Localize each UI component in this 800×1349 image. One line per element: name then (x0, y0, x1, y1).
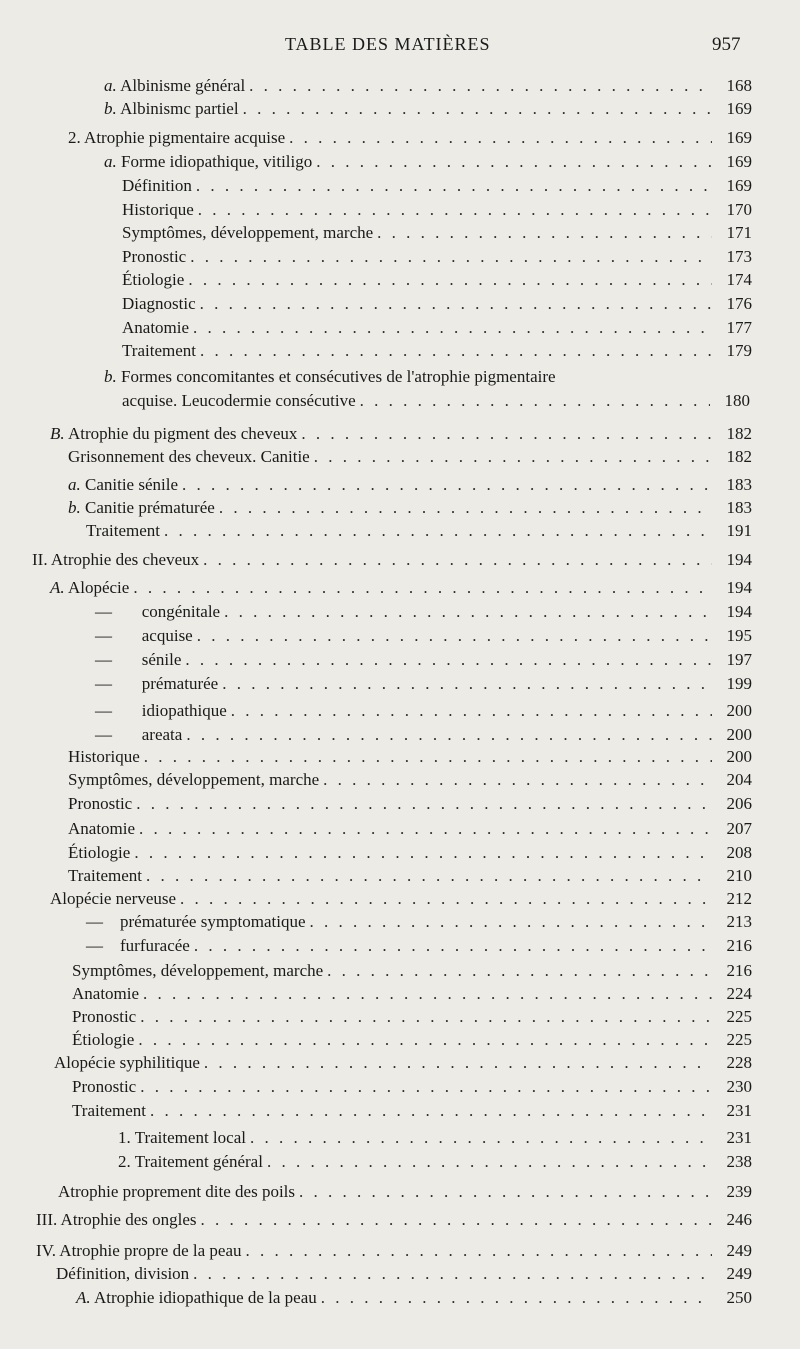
entry-page: 207 (726, 819, 752, 838)
toc-entry-label (104, 366, 556, 388)
entry-page: 180 (724, 391, 750, 410)
entry-page: 246 (726, 1210, 752, 1229)
leader-dots (136, 793, 712, 815)
toc-entry (32, 549, 752, 571)
entry-label (122, 199, 194, 221)
entry-label (122, 222, 373, 244)
entry-text: — furfuracée (86, 936, 190, 955)
entry-label (68, 127, 285, 149)
toc-entry (86, 911, 752, 933)
entry-page: 182 (726, 424, 752, 443)
entry-text: Alopécie syphilitique (54, 1053, 200, 1072)
toc-entry (50, 577, 752, 599)
leader-dots (182, 474, 712, 496)
entry-page: 177 (726, 318, 752, 337)
toc-entry (68, 793, 752, 815)
toc-entry (50, 423, 752, 445)
entry-page: 174 (726, 270, 752, 289)
toc-entry (72, 960, 752, 982)
leader-dots (243, 98, 712, 120)
entry-label (50, 888, 176, 910)
entry-text-line2: acquise. Leucodermie consécutive (122, 391, 356, 410)
entry-mark: b. (104, 99, 117, 118)
leader-dots (316, 151, 712, 173)
entry-label (68, 474, 178, 496)
leader-dots (249, 75, 712, 97)
entry-label (104, 75, 245, 97)
entry-page: 199 (726, 674, 752, 693)
toc-entry (68, 842, 752, 864)
entry-text: Canitie sénile (85, 475, 179, 494)
entry-label (56, 1263, 189, 1285)
entry-page: 200 (726, 747, 752, 766)
entry-text: — congénitale (95, 602, 221, 621)
entry-page: 183 (726, 498, 752, 517)
entry-text: — areata (95, 725, 183, 744)
entry-label (72, 1006, 136, 1028)
toc-entry (122, 222, 752, 244)
leader-dots (133, 577, 712, 599)
toc-entry (118, 1151, 752, 1173)
entry-text: III. Atrophie des ongles (36, 1210, 197, 1229)
leader-dots (140, 1076, 712, 1098)
entry-text: Albinismc partiel (120, 99, 239, 118)
entry-label (104, 151, 312, 173)
toc-entry (95, 625, 752, 647)
entry-page: 250 (726, 1288, 752, 1307)
entry-page: 249 (726, 1241, 752, 1260)
leader-dots (299, 1181, 712, 1203)
leader-dots (377, 222, 712, 244)
entry-text: Étiologie (68, 843, 131, 862)
entry-label (50, 423, 297, 445)
entry-label (72, 1029, 134, 1051)
entry-text: Étiologie (72, 1030, 135, 1049)
entry-label (95, 625, 193, 647)
entry-page: 230 (726, 1077, 752, 1096)
entry-mark: A. (50, 578, 65, 597)
toc-entry (95, 673, 752, 695)
entry-label (86, 935, 190, 957)
entry-text: Diagnostic (122, 294, 196, 313)
leader-dots (140, 1006, 712, 1028)
entry-label (72, 1076, 136, 1098)
leader-dots (134, 842, 712, 864)
entry-text: 1. Traitement local (118, 1128, 246, 1147)
toc-entry (68, 446, 752, 468)
leader-dots (321, 1287, 712, 1309)
leader-dots (250, 1127, 712, 1149)
entry-text: Atrophie proprement dite des poils (58, 1182, 296, 1201)
entry-label (118, 1151, 263, 1173)
toc-entry (68, 818, 752, 840)
entry-label (68, 818, 135, 840)
entry-text: Définition, division (56, 1264, 190, 1283)
toc-entry (58, 1181, 752, 1203)
entry-text: Alopécie nerveuse (50, 889, 177, 908)
leader-dots (164, 520, 712, 542)
entry-page: 224 (726, 984, 752, 1003)
entry-mark: A. (76, 1288, 91, 1307)
toc-entry (68, 497, 752, 519)
leader-dots (289, 127, 712, 149)
entry-page: 208 (726, 843, 752, 862)
leader-dots (310, 911, 712, 933)
entry-page: 194 (726, 578, 752, 597)
entry-text: Pronostic (72, 1077, 137, 1096)
leader-dots (186, 724, 712, 746)
entry-page: 212 (726, 889, 752, 908)
entry-label (72, 960, 323, 982)
leader-dots (180, 888, 712, 910)
toc-entry (50, 888, 752, 910)
leader-dots (203, 549, 712, 571)
leader-dots (200, 293, 712, 315)
leader-dots (139, 818, 712, 840)
toc-entry (104, 75, 752, 97)
entry-label (95, 601, 220, 623)
entry-page: 195 (726, 626, 752, 645)
entry-label (72, 983, 139, 1005)
toc-entry (68, 474, 752, 496)
toc-entry (122, 199, 752, 221)
entry-label (68, 746, 140, 768)
entry-text: Anatomie (72, 984, 140, 1003)
leader-dots (188, 269, 712, 291)
page-number: 957 (712, 34, 741, 55)
leader-dots (301, 423, 712, 445)
entry-page: 210 (726, 866, 752, 885)
entry-text: Forme idiopathique, vitiligo (121, 152, 313, 171)
entry-label (36, 1240, 242, 1262)
entry-text: 2. Traitement général (118, 1152, 263, 1171)
entry-label (95, 649, 181, 671)
toc-entry (104, 151, 752, 173)
entry-page: 225 (726, 1030, 752, 1049)
entry-label (95, 700, 227, 722)
toc-entry (56, 1263, 752, 1285)
entry-label (58, 1181, 295, 1203)
leader-dots (138, 1029, 712, 1051)
entry-label (32, 549, 199, 571)
entry-text: Symptômes, développement, marche (68, 770, 320, 789)
toc-entry (122, 317, 752, 339)
entry-label (68, 497, 215, 519)
entry-label (122, 340, 196, 362)
leader-dots (360, 390, 710, 412)
entry-page: 231 (726, 1101, 752, 1120)
entry-page: 169 (726, 152, 752, 171)
toc-entry (95, 601, 752, 623)
entry-label (50, 577, 129, 599)
entry-mark: a. (104, 76, 117, 95)
entry-label (104, 98, 239, 120)
toc-entry (72, 1029, 752, 1051)
leader-dots (246, 1240, 712, 1262)
entry-page: 231 (726, 1128, 752, 1147)
entry-text: II. Atrophie des cheveux (32, 550, 200, 569)
entry-text-line1: Formes concomitantes et consécutives de l'atrophie pigmentaire (121, 367, 556, 386)
entry-text: Atrophie du pigment des cheveux (67, 424, 298, 443)
entry-label (86, 911, 306, 933)
toc-entry (72, 983, 752, 1005)
leader-dots (219, 497, 712, 519)
entry-page: 171 (726, 223, 752, 242)
leader-dots (323, 769, 712, 791)
toc-entry (122, 246, 752, 268)
entry-text: Atrophie idiopathique de la peau (93, 1288, 317, 1307)
toc-entry (72, 1076, 752, 1098)
entry-page: 194 (726, 550, 752, 569)
entry-text: Historique (68, 747, 140, 766)
entry-page: 191 (726, 521, 752, 540)
entry-label (122, 269, 184, 291)
leader-dots (314, 446, 712, 468)
toc-entry (122, 340, 752, 362)
leader-dots (224, 601, 712, 623)
leader-dots (200, 340, 712, 362)
entry-page: 173 (726, 247, 752, 266)
toc-entry (68, 746, 752, 768)
entry-text: Grisonnement des cheveux. Canitie (68, 447, 310, 466)
running-title: TABLE DES MATIÈRES (285, 34, 491, 54)
entry-page: 238 (726, 1152, 752, 1171)
entry-label (95, 724, 182, 746)
entry-label (95, 673, 218, 695)
entry-label (118, 1127, 246, 1149)
toc-entry (86, 520, 752, 542)
entry-label (68, 842, 130, 864)
entry-text: Historique (122, 200, 194, 219)
entry-page: 194 (726, 602, 752, 621)
entry-page: 169 (726, 176, 752, 195)
entry-page: 183 (726, 475, 752, 494)
entry-mark: B. (50, 424, 65, 443)
entry-text: Traitement (86, 521, 160, 540)
entry-page: 169 (726, 99, 752, 118)
entry-page: 200 (726, 725, 752, 744)
leader-dots (194, 935, 712, 957)
leader-dots (267, 1151, 712, 1173)
entry-text: Anatomie (68, 819, 136, 838)
toc-entry (122, 175, 752, 197)
leader-dots (185, 649, 712, 671)
leader-dots (204, 1052, 712, 1074)
entry-text: Définition (122, 176, 192, 195)
entry-text: Pronostic (72, 1007, 137, 1026)
leader-dots (201, 1209, 712, 1231)
toc-entry (76, 1287, 752, 1309)
entry-page: 213 (726, 912, 752, 931)
entry-page: 204 (726, 770, 752, 789)
entry-page: 182 (726, 447, 752, 466)
entry-label (122, 317, 189, 339)
entry-mark: b. (104, 367, 117, 386)
entry-label (68, 769, 319, 791)
entry-label (72, 1100, 146, 1122)
entry-label (122, 293, 196, 315)
entry-page: 176 (726, 294, 752, 313)
leader-dots (146, 865, 712, 887)
toc-entry (95, 649, 752, 671)
toc-entry (86, 935, 752, 957)
entry-page: 197 (726, 650, 752, 669)
leader-dots (150, 1100, 712, 1122)
toc-entry (68, 127, 752, 149)
entry-text: — sénile (95, 650, 182, 669)
entry-page: 200 (726, 701, 752, 720)
entry-label (68, 446, 310, 468)
toc-entry-line2 (122, 390, 750, 412)
entry-label (68, 793, 132, 815)
toc-entry (95, 700, 752, 722)
toc-entry (36, 1209, 752, 1231)
entry-page: 239 (726, 1182, 752, 1201)
entry-mark: a. (104, 152, 117, 171)
toc-entry (122, 269, 752, 291)
toc-entry (95, 724, 752, 746)
entry-text: Anatomie (122, 318, 190, 337)
entry-text: Pronostic (122, 247, 187, 266)
entry-page: 216 (726, 936, 752, 955)
entry-page: 169 (726, 128, 752, 147)
entry-page: 216 (726, 961, 752, 980)
entry-mark: a. (68, 475, 81, 494)
leader-dots (231, 700, 712, 722)
leader-dots (143, 983, 712, 1005)
leader-dots (193, 1263, 712, 1285)
toc-entry (104, 98, 752, 120)
entry-text: Canitie prématurée (85, 498, 215, 517)
entry-text: Traitement (68, 866, 142, 885)
entry-text: 2. Atrophie pigmentaire acquise (68, 128, 286, 147)
entry-label (36, 1209, 197, 1231)
entry-text: — idiopathique (95, 701, 227, 720)
entry-label (68, 865, 142, 887)
leader-dots (197, 625, 712, 647)
entry-label (76, 1287, 317, 1309)
leader-dots (196, 175, 712, 197)
leader-dots (327, 960, 712, 982)
entry-text: Traitement (122, 341, 196, 360)
leader-dots (193, 317, 712, 339)
entry-text: Étiologie (122, 270, 185, 289)
toc-entry (54, 1052, 752, 1074)
entry-label (122, 175, 192, 197)
entry-text: Traitement (72, 1101, 146, 1120)
toc-entry (68, 769, 752, 791)
entry-page: 179 (726, 341, 752, 360)
entry-page: 225 (726, 1007, 752, 1026)
entry-page: 228 (726, 1053, 752, 1072)
toc-entry (72, 1006, 752, 1028)
entry-text: Albinisme général (120, 76, 246, 95)
entry-text: — prématurée (95, 674, 219, 693)
entry-text: Symptômes, développement, marche (122, 223, 374, 242)
toc-entry (118, 1127, 752, 1149)
entry-page: 249 (726, 1264, 752, 1283)
entry-text: IV. Atrophie propre de la peau (36, 1241, 242, 1260)
entry-page: 170 (726, 200, 752, 219)
entry-mark: b. (68, 498, 81, 517)
entry-text: — acquise (95, 626, 193, 645)
toc-entry (122, 293, 752, 315)
page-header (0, 30, 800, 58)
leader-dots (222, 673, 712, 695)
entry-label (86, 520, 160, 542)
toc-entry (36, 1240, 752, 1262)
entry-page: 168 (726, 76, 752, 95)
entry-label (122, 246, 186, 268)
leader-dots (190, 246, 712, 268)
entry-text: Pronostic (68, 794, 133, 813)
entry-text: Alopécie (67, 578, 130, 597)
entry-text: — prématurée symptomatique (86, 912, 306, 931)
leader-dots (144, 746, 712, 768)
toc-entry (68, 865, 752, 887)
entry-page: 206 (726, 794, 752, 813)
leader-dots (198, 199, 712, 221)
entry-label (54, 1052, 200, 1074)
entry-text: Symptômes, développement, marche (72, 961, 324, 980)
toc-entry (72, 1100, 752, 1122)
